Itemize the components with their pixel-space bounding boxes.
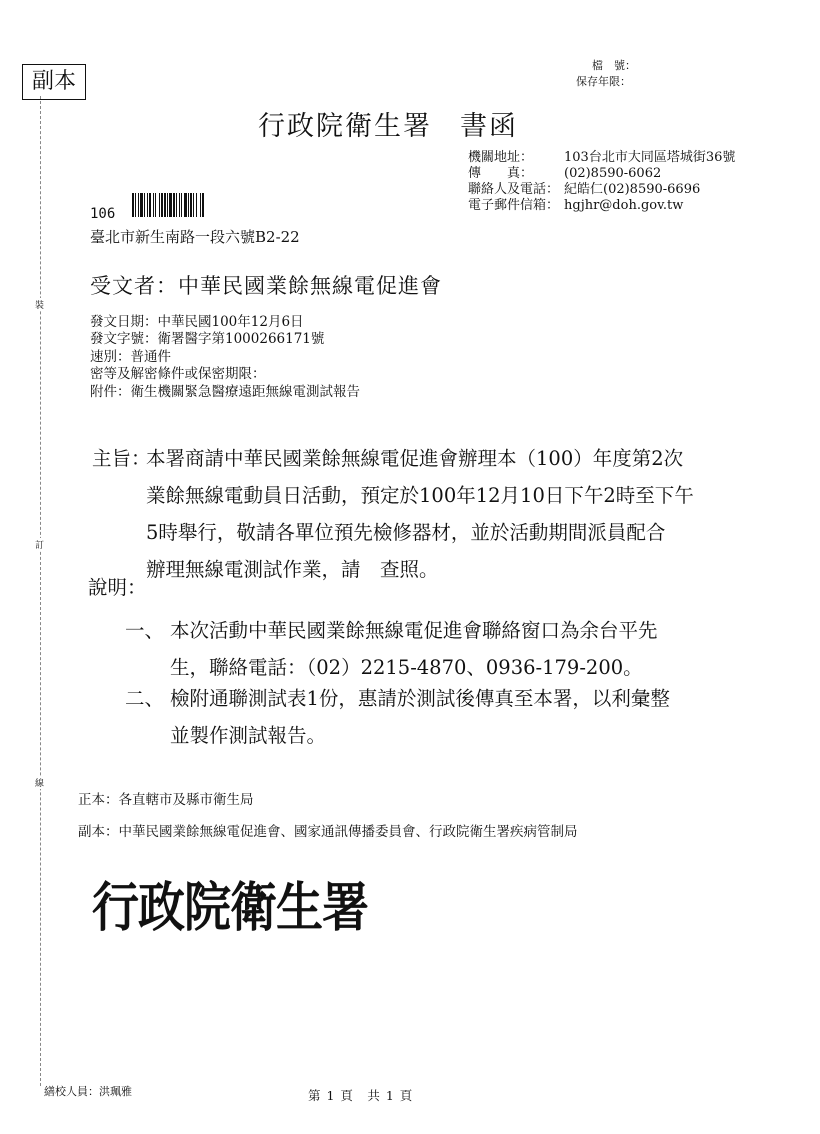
recipient-name: 中華民國業餘無線電促進會 [178, 274, 442, 298]
document-meta [90, 314, 360, 401]
secrecy-level-label: 密等及解密條件或保密期限： [90, 366, 266, 383]
document-type: 書函 [460, 111, 518, 142]
explanation-item-1 [125, 612, 658, 686]
subject-text: 辦理無線電測試作業，請 查照。 [146, 558, 439, 581]
contact-fax [468, 166, 735, 182]
proofreader: 繕校人員：洪珮雅 [44, 1085, 132, 1098]
item-text: 本次活動中華民國業餘無線電促進會聯絡窗口為余台平先 [170, 619, 658, 642]
file-number-label: 檔 號： [592, 59, 636, 72]
copy-recipients-value: 中華民國業餘無線電促進會、國家通訊傳播委員會、行政院衛生署疾病管制局 [118, 824, 578, 840]
issue-date [90, 314, 360, 331]
agency-name: 行政院衛生署 [258, 111, 432, 142]
subject-text: 業餘無線電動員日活動，預定於100年12月10日下午2時至下午 [146, 484, 694, 507]
contact-address [468, 150, 735, 166]
postcode: 106 [90, 206, 116, 222]
primary-recipients [78, 788, 254, 808]
contact-email-label: 電子郵件信箱： [468, 198, 560, 213]
item-text: 生，聯絡電話：（02）2215-4870、0936-179-200。 [170, 656, 643, 679]
attachment [90, 384, 360, 401]
page-indicator: 第 1 頁 共 1 頁 [308, 1088, 414, 1103]
primary-recipients-label: 正本： [78, 792, 119, 808]
contact-email [468, 198, 735, 214]
contact-person [468, 182, 735, 198]
delivery-speed-value: 普通件 [130, 348, 171, 365]
subject-label: 主旨： [92, 447, 151, 470]
explanation-item-2 [125, 680, 670, 754]
contact-fax-label: 傳 真： [468, 166, 534, 181]
item-number: 一、 [125, 619, 165, 642]
item-text: 檢附通聯測試表1份，惠請於測試後傳真至本署，以利彙整 [170, 687, 670, 710]
subject-line [92, 551, 694, 588]
subject-text: 本署商請中華民國業餘無線電促進會辦理本（100）年度第2次 [146, 447, 684, 470]
attachment-label: 附件： [90, 383, 131, 400]
subject-text: 5時舉行，敬請各單位預先檢修器材，並於活動期間派員配合 [146, 521, 666, 544]
barcode-image [132, 193, 272, 217]
explanation-label: 說明： [88, 576, 147, 599]
primary-recipients-value: 各直轄市及縣市衛生局 [118, 792, 254, 808]
issue-date-value: 中華民國100年12月6日 [157, 314, 304, 330]
contact-email-value: hgjhr@doh.gov.tw [564, 198, 684, 213]
recipient [90, 270, 442, 300]
attachment-value: 衛生機關緊急醫療遠距無線電測試報告 [130, 383, 360, 400]
contact-person-value: 紀皓仁(02)8590-6696 [564, 182, 701, 197]
mailing-address: 臺北市新生南路一段六號B2-22 [90, 228, 300, 246]
secrecy-level [90, 366, 360, 383]
reference-number-value: 衛署醫字第1000266171號 [157, 331, 325, 348]
recipient-label: 受文者： [90, 274, 178, 298]
delivery-speed [90, 349, 360, 366]
copy-stamp: 副本 [22, 64, 86, 100]
subject-line [92, 514, 694, 551]
reference-number [90, 331, 360, 348]
copy-recipients-label: 副本： [78, 824, 119, 840]
subject-line [92, 477, 694, 514]
contact-fax-value: (02)8590-6062 [564, 166, 662, 181]
binding-mark-ding: 訂 [35, 538, 44, 551]
contact-person-label: 聯絡人及電話： [468, 182, 560, 197]
agency-seal: 行政院衛生署 [92, 877, 368, 939]
document-title [258, 104, 518, 143]
subject-section [92, 440, 694, 588]
subject-line [92, 440, 694, 477]
retention-period-label: 保存年限： [576, 75, 631, 88]
binding-line [40, 96, 41, 1086]
contact-address-value: 103台北市大同區塔城街36號 [564, 150, 736, 165]
issue-date-label: 發文日期： [90, 314, 158, 330]
reference-number-label: 發文字號： [90, 331, 158, 348]
contact-address-label: 機關地址： [468, 150, 534, 165]
contact-block [468, 150, 735, 214]
item-number: 二、 [125, 687, 165, 710]
delivery-speed-label: 速別： [90, 348, 131, 365]
binding-mark-xian: 線 [35, 776, 44, 789]
binding-mark-zhuang: 裝 [35, 298, 44, 311]
copy-recipients [78, 820, 578, 840]
item-text: 並製作測試報告。 [170, 724, 327, 747]
